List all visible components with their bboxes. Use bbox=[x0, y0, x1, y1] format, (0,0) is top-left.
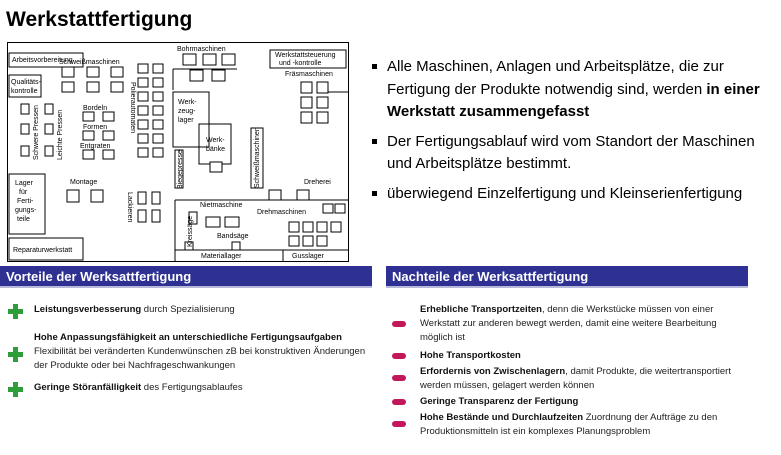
advantage-item bbox=[6, 303, 366, 317]
floor-plan-diagram bbox=[7, 42, 349, 262]
label-dreherei: Dreherei bbox=[304, 179, 331, 186]
label-bordeln: Bordeln bbox=[83, 105, 108, 112]
disadvantage-item bbox=[392, 365, 748, 393]
label-qualitaet-2: kontrolle bbox=[11, 88, 38, 95]
label-schweissmaschinen: Schweißmaschinen bbox=[59, 59, 120, 66]
label-werkzeuglager-1: Werk- bbox=[178, 99, 197, 106]
plus-icon bbox=[8, 347, 23, 362]
advantage-item bbox=[6, 381, 366, 395]
label-werkstattsteuerung-1: Werkstattsteuerung bbox=[275, 52, 336, 59]
disadvantage-title: Erhebliche Transportzeiten bbox=[420, 304, 542, 315]
advantage-item bbox=[6, 331, 366, 373]
factory-floor-plan bbox=[7, 42, 349, 262]
label-formen: Formen bbox=[83, 124, 108, 131]
bullet-item bbox=[370, 131, 770, 176]
label-leichte-pressen: Leichte Pressen bbox=[57, 109, 64, 160]
advantages-heading: Vorteile der Werksattfertigung bbox=[0, 266, 372, 288]
disadvantage-title: Hohe Transportkosten bbox=[420, 350, 521, 361]
disadvantage-title: Geringe Transparenz der Fertigung bbox=[420, 396, 579, 407]
page-title: Werkstattfertigung bbox=[6, 8, 193, 31]
label-fraesmaschinen: Fräsmaschinen bbox=[285, 71, 333, 78]
label-nietmaschine: Nietmaschine bbox=[200, 202, 243, 209]
label-entgraten: Entgraten bbox=[80, 143, 111, 150]
label-schwere-pressen: Schwere Pressen bbox=[33, 105, 40, 160]
label-bohrmaschinen: Bohrmaschinen bbox=[177, 46, 226, 53]
label-bandsaege: Bandsäge bbox=[217, 233, 249, 240]
disadvantage-text: , damit Produkte, die weitertransportiert werden müssen, gelagert werden können bbox=[420, 366, 731, 391]
label-drehmaschinen: Drehmaschinen bbox=[257, 209, 307, 216]
label-lager-2: für bbox=[19, 189, 28, 196]
advantage-title: Hohe Anpassungsfähigkeit an unterschiedliche Fertigungsaufgaben bbox=[34, 332, 342, 343]
minus-icon bbox=[392, 353, 406, 359]
disadvantages-heading: Nachteile der Werksattfertigung bbox=[386, 266, 748, 288]
label-polierautomaten: Polierautomaten bbox=[129, 82, 136, 133]
disadvantages-list bbox=[392, 303, 748, 439]
plus-icon bbox=[8, 382, 23, 397]
disadvantage-title: Hohe Bestände und Durchlaufzeiten bbox=[420, 412, 584, 423]
label-qualitaet-1: Qualitäts- bbox=[11, 79, 41, 86]
label-werkzeuglager-2: zeug- bbox=[178, 108, 196, 115]
advantage-title: Geringe Störanfälligkeit bbox=[34, 382, 142, 393]
label-werkbaenke-1: Werk- bbox=[206, 137, 225, 144]
bullet-item bbox=[370, 183, 770, 206]
label-lager-5: teile bbox=[17, 216, 30, 223]
label-werkstattsteuerung-2: und -kontrolle bbox=[279, 60, 322, 67]
label-lackieren: Lackieren bbox=[126, 192, 133, 223]
label-materiallager: Materiallager bbox=[201, 253, 242, 260]
label-lager-1: Lager bbox=[15, 180, 33, 187]
advantage-text: Flexibilität bei veränderten Kundenwünschen zB bei konstruktiven Änderungen der Produkte oder bei Nachfrageschwankungen bbox=[34, 346, 366, 371]
label-arbeitsvorbereitung: Arbeitsvorbereitung bbox=[12, 57, 73, 64]
plus-icon bbox=[8, 304, 23, 319]
bullet-text: überwiegend Einzelfertigung und Kleinserienfertigung bbox=[387, 184, 743, 202]
label-werkbaenke-2: bänke bbox=[206, 146, 226, 153]
disadvantage-item bbox=[392, 349, 748, 363]
key-points-list bbox=[370, 56, 770, 212]
bullet-text: Alle Maschinen, Anlagen und Arbeitsplätze, die zur Fertigung der Produkte notwendig sind, werden bbox=[387, 58, 724, 98]
disadvantage-item bbox=[392, 411, 748, 439]
minus-icon bbox=[392, 421, 406, 427]
bullet-emphasis: in einer Werkstatt zusammengefasst bbox=[387, 80, 760, 120]
bullet-text: Der Fertigungsablauf wird vom Standort der Maschinen und Arbeitsplätze bestimmt. bbox=[387, 132, 755, 172]
label-lager-3: Ferti- bbox=[17, 198, 34, 205]
advantage-text: durch Spezialisierung bbox=[141, 304, 235, 315]
minus-icon bbox=[392, 375, 406, 381]
minus-icon bbox=[392, 399, 406, 405]
label-montage: Montage bbox=[70, 179, 98, 186]
label-reparaturwerkstatt: Reparaturwerkstatt bbox=[13, 247, 73, 254]
label-biegepresse: Biegepresse bbox=[177, 150, 184, 189]
minus-icon bbox=[392, 321, 406, 327]
advantages-list bbox=[6, 303, 366, 395]
bullet-item bbox=[370, 56, 770, 124]
label-lager-4: gungs- bbox=[15, 207, 37, 214]
label-schweissmaschinen-2: Schweißmaschinen bbox=[254, 127, 261, 188]
disadvantage-text: , denn die Werkstücke müssen von einer Werkstatt zur anderen bewegt werden, damit eine weitere Bearbeitung möglich ist bbox=[420, 304, 717, 343]
disadvantage-item bbox=[392, 395, 748, 409]
disadvantage-title: Erfordernis von Zwischenlagern bbox=[420, 366, 566, 377]
disadvantage-item bbox=[392, 303, 748, 345]
advantage-text: des Fertigungsablaufes bbox=[141, 382, 243, 393]
label-gusslager: Gusslager bbox=[292, 253, 324, 260]
disadvantage-text: Zuordnung der Aufträge zu den Produktionsmitteln ist ein komplexes Planungsproblem bbox=[420, 412, 718, 437]
advantage-title: Leistungsverbesserung bbox=[34, 304, 142, 315]
label-kreissaege: Kreissäge bbox=[187, 215, 194, 247]
label-werkzeuglager-3: lager bbox=[178, 117, 194, 124]
